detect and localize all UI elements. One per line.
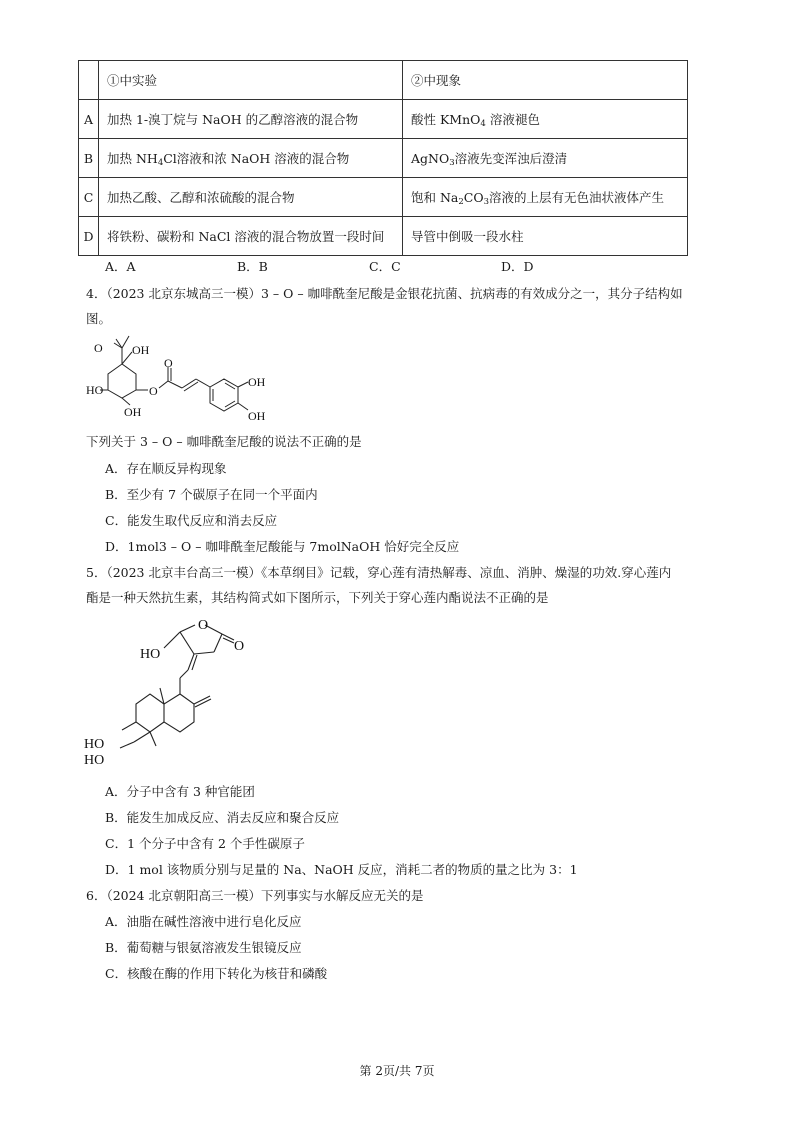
q4-option-a: A．存在顺反异构现象 <box>105 461 227 476</box>
table-row <box>79 139 688 178</box>
q5-label-ring-o: O <box>198 618 209 633</box>
q4-stem-line2: 图。 <box>86 311 112 326</box>
page-number-footer: 第 2页/共 7页 <box>359 1064 435 1078</box>
table-row <box>79 100 688 139</box>
table-row <box>79 178 688 217</box>
q4-label-oh-bottom: OH <box>124 405 142 419</box>
row-experiment: 加热 $NH_4Cl$溶液和浓 NaOH 溶液的混合物 <box>99 139 403 178</box>
q5-stem-line2: 酯是一种天然抗生素，其结构简式如下图所示，下列关于穿心莲内酯说法不正确的是 <box>86 590 549 605</box>
q4-option-d: D．1mol3 – O – 咖啡酰奎尼酸能与 7molNaOH 恰好完全反应 <box>105 539 460 554</box>
q5-andrographolide-structure <box>84 612 264 772</box>
row-experiment: 加热乙酸、乙醇和浓硫酸的混合物 <box>99 178 403 217</box>
q3-choice-b: B．B <box>237 259 268 274</box>
q5-option-b: B．能发生加成反应、消去反应和聚合反应 <box>105 810 340 825</box>
q6-option-c: C．核酸在酶的作用下转化为核苷和磷酸 <box>105 966 328 981</box>
q5-label-ho-bottom: HO <box>84 753 105 768</box>
q4-label-o: O <box>94 341 103 355</box>
table-header-experiment: ①中实验 <box>99 61 403 100</box>
q4-label-ester-o: O <box>149 384 158 398</box>
table-header-blank <box>79 61 99 100</box>
experiment-table <box>78 60 688 256</box>
table-header-phenomenon: ②中现象 <box>403 61 688 100</box>
row-key: A <box>79 100 99 139</box>
q3-choices <box>105 257 633 275</box>
row-experiment: 加热 1-溴丁烷与 NaOH 的乙醇溶液的混合物 <box>99 100 403 139</box>
q4-option-c: C．能发生取代反应和消去反应 <box>105 513 278 528</box>
row-phenomenon: 饱和 $Na_2CO_3$溶液的上层有无色油状液体产生 <box>403 178 688 217</box>
q4-option-b: B．至少有 7 个碳原子在同一个平面内 <box>105 487 318 502</box>
row-phenomenon: 导管中倒吸一段水柱 <box>403 217 688 256</box>
q4-label-oh-top: OH <box>132 343 150 357</box>
q5-label-ho-mid: HO <box>84 737 105 752</box>
row-phenomenon: AgNO$_3$溶液先变浑浊后澄清 <box>403 139 688 178</box>
q5-option-c: C．1 个分子中含有 2 个手性碳原子 <box>105 836 305 851</box>
q5-option-a: A．分子中含有 3 种官能团 <box>105 784 255 799</box>
q4-chlorogenic-acid-structure <box>86 332 276 426</box>
table-row <box>79 217 688 256</box>
table-header-row <box>79 61 688 100</box>
q6-option-b: B．葡萄糖与银氨溶液发生银镜反应 <box>105 940 302 955</box>
row-key: C <box>79 178 99 217</box>
q4-label-carbonyl-o: O <box>164 356 173 370</box>
q4-label-oh-ring1: OH <box>248 375 266 389</box>
q5-label-carbonyl-o: O <box>234 639 245 654</box>
row-key: B <box>79 139 99 178</box>
q3-choice-c: C．C <box>369 259 401 274</box>
q3-choice-d: D．D <box>501 259 534 274</box>
q6-stem: 6．（2024 北京朝阳高三一模）下列事实与水解反应无关的是 <box>86 888 424 903</box>
q6-option-a: A．油脂在碱性溶液中进行皂化反应 <box>105 914 302 929</box>
q3-choice-a: A．A <box>105 259 136 274</box>
q4-question: 下列关于 3 – O – 咖啡酰奎尼酸的说法不正确的是 <box>86 434 362 449</box>
q4-label-oh-ring2: OH <box>248 409 266 423</box>
q5-stem-line1: 5．（2023 北京丰台高三一模）《本草纲目》记载，穿心莲有清热解毒、凉血、消肿、燥湿的功效.穿心莲内 <box>86 565 672 580</box>
q5-label-ho-top: HO <box>140 647 161 662</box>
q4-label-ho: HO <box>86 383 104 397</box>
q4-stem-line1: 4．（2023 北京东城高三一模）3 – O – 咖啡酰奎尼酸是金银花抗菌、抗病毒的有效成分之一，其分子结构如 <box>86 286 683 301</box>
row-experiment: 将铁粉、碳粉和 NaCl 溶液的混合物放置一段时间 <box>99 217 403 256</box>
row-phenomenon: 酸性 KMnO$_4$ 溶液褪色 <box>403 100 688 139</box>
q5-option-d: D．1 mol 该物质分别与足量的 Na、NaOH 反应，消耗二者的物质的量之比为 3：1 <box>105 862 578 877</box>
row-key: D <box>79 217 99 256</box>
